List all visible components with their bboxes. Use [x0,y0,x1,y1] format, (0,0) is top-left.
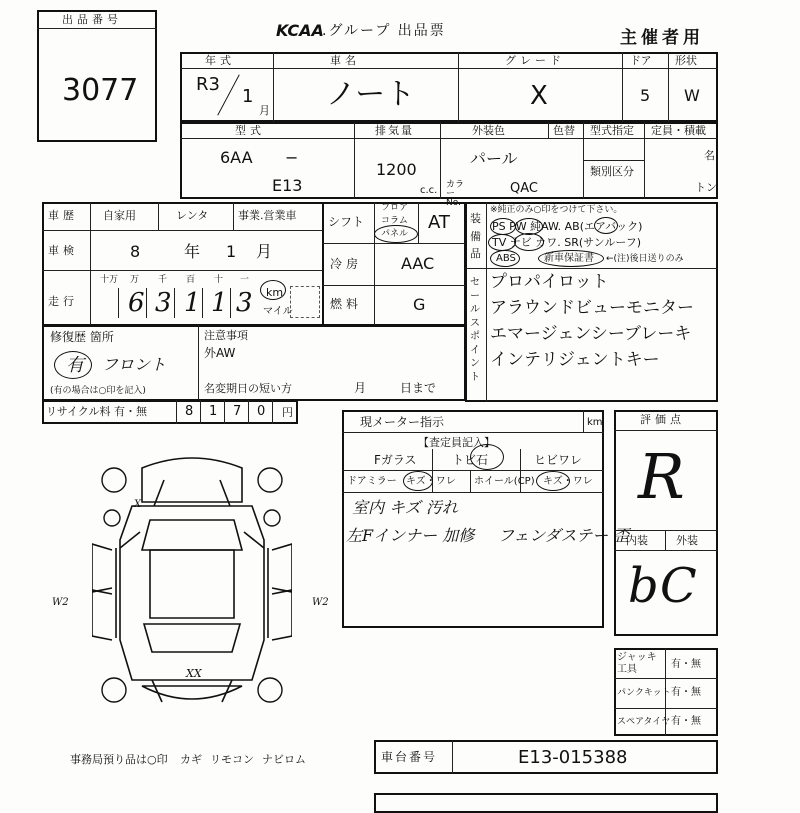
divider [665,530,666,550]
inspection-note-1: 室内 キズ 汚れ [352,498,458,517]
recycle-unit: 円 [282,406,293,419]
inspector-label: 【査定員記入】 [418,436,495,449]
wheel-icon-front-left [102,468,126,492]
chassis-label: 車台番号 [381,750,438,764]
shaken-month-unit: 月 [256,242,273,261]
usage-label: 車歴 [48,209,78,222]
grade-label: グレード [505,54,565,67]
divider [614,550,718,551]
divider [470,470,471,492]
equipment-label: 装備品 [470,212,481,261]
km-circle [260,280,286,300]
damage-mark-front: X [134,499,142,510]
divider [583,410,584,432]
warranty-circle [538,250,604,267]
chassis-number: E13-015388 [518,747,628,768]
door-mirror-label: ドアミラー [347,476,397,487]
fuel-value: G [413,295,426,314]
divider [118,288,119,318]
repair-hint: (有の場合は○印を記入) [50,386,146,396]
divider [180,68,718,69]
divider [342,470,604,471]
mileage-label: 走行 [48,295,78,308]
color-no-label: カラー No. [446,180,465,208]
mirror-icon-left [104,510,120,526]
equipment-note: ※純正のみ○印をつけて下さい。 [490,205,623,215]
mileage-unit-1: 十万 [100,275,119,285]
lot-number-label: 出品番号 [62,13,122,26]
interior-grade: b [628,558,659,614]
aircon-value: AAC [401,254,435,273]
model-code: E13 [272,176,303,195]
wheel-status: キズ・ワレ [543,476,593,487]
divider [418,202,419,243]
sales-point-4: インテリジェントキー [490,350,660,370]
name-change-month: 月 [354,381,367,395]
shift-floor: フロア [381,203,409,213]
name-change-day: 日まで [400,381,437,395]
office-note: 事務局預り品は○印 [70,753,168,766]
mileage-unit-4: 百 [186,275,196,285]
displacement-label: 排気量 [375,124,414,137]
sales-point-1: プロパイロット [490,272,609,292]
wheel-label: ホイール(CP) [474,476,535,487]
office-item-key: カギ [180,753,202,766]
equipment-line-1: PS PW 純AW. AB(エアバック) [492,220,643,233]
sales-point-3: エマージェンシーブレーキ [490,324,692,344]
meter-label: 現メーター指示 [360,415,445,429]
divider [180,138,718,139]
wheel-scratch-circle [536,471,570,491]
divider [273,52,274,122]
divider [614,708,718,709]
spare-tire-value: 有・無 [671,716,701,727]
shape: W [684,86,700,105]
repair-location: フロント [102,355,167,374]
divider [465,268,718,269]
divider [37,28,157,29]
ps-circle [490,218,516,235]
bottom-box-edge [374,793,718,813]
car-damage-diagram [92,440,292,730]
name-change-label: 名変期日の短い方 [204,382,292,395]
km-label: km [266,286,284,299]
crack-label: ヒビワレ [534,453,583,467]
divider [146,288,147,318]
car-outline [92,458,292,702]
divider [614,678,718,679]
aircon-label: 冷房 [330,257,363,271]
interior-label: 内装 [626,534,648,547]
shift-value: AT [428,212,450,233]
doors: 5 [640,86,651,105]
displacement-unit: c.c. [420,185,438,196]
shaken-year: 8 [130,242,141,261]
chip-circle [470,444,504,470]
puncture-kit-label: パンクキット [617,688,671,698]
fuel-label: 燃料 [330,297,363,311]
color-no: QAC [510,181,538,196]
usage-rental: レンタ [176,209,209,222]
divider [548,122,549,139]
divider [233,202,234,230]
damage-mark-rear: XX [186,667,202,680]
divider [248,400,249,424]
spare-tire-label: スペアタイヤ [617,717,671,727]
divider [42,270,324,271]
meter-unit: km [587,417,603,428]
divider [176,400,177,424]
exterior-grade: C [660,558,697,614]
evaluation-score: R [638,440,685,513]
capacity-ton-unit: トン [695,181,717,194]
door-label: ドア [630,54,652,67]
puncture-kit-value: 有・無 [671,687,701,698]
divider [644,122,645,199]
model-label: 型式 [235,124,265,137]
model-prefix: 6AA [220,148,253,167]
mileage-unit-3: 千 [158,275,168,285]
shift-column: コラム [381,216,408,226]
mileage-digit-2: 3 [155,288,172,318]
wheel-icon-rear-right [258,678,282,702]
divider [342,492,604,493]
mileage-digit-5: 3 [236,288,253,318]
displacement: 1200 [376,160,417,179]
wheel-icon-rear-left [102,678,126,702]
shift-panel-circle [374,225,418,243]
car-name: ノート [326,77,416,112]
divider [668,52,669,122]
recycle-digit-4: 0 [257,404,266,419]
mirror-scratch-circle [403,471,433,491]
exterior-color: パール [470,149,518,168]
year-unit: 月 [259,104,270,117]
f-glass-label: Fガラス [374,453,417,467]
inspection-note-2: 左Fインナー 加修 [346,526,475,545]
abs-circle [490,250,520,267]
lot-number: 3077 [62,73,139,108]
notes-value: 外AW [204,346,236,360]
divider [272,400,273,424]
divider [440,122,441,199]
type-spec-label: 型式指定 [590,124,634,137]
shift-label: シフト [328,215,365,229]
brand-logo: KCAA [276,21,324,40]
damage-mark-left: W2 [52,597,69,608]
divider [452,740,453,774]
shift-panel: パネル [381,229,409,239]
office-item-remote: リモコン [210,753,254,766]
equipment-abs: ABS [496,253,516,264]
organizer-label: 主催者用 [620,28,704,48]
ab-circle [594,217,618,234]
divider [158,202,159,230]
divider [374,202,375,326]
year-label: 年式 [205,54,235,67]
divider [198,325,199,401]
divider [230,288,231,318]
mile-box [290,286,320,318]
notes-label: 注意事項 [204,329,248,342]
shape-label: 形状 [675,54,697,67]
repair-circle [54,351,92,379]
chip-label: トビ石 [452,453,489,467]
shaken-month: 1 [226,242,237,261]
navi-circle [514,233,544,251]
recycle-digit-2: 1 [209,404,218,419]
evaluation-label: 評価点 [640,413,685,426]
divider [202,288,203,318]
recycle-label: リサイクル料 有・無 [46,405,147,418]
color-change-label: 色替 [553,124,575,137]
mileage-unit-2: 万 [130,275,140,285]
capacity-person-unit: 名 [704,149,715,162]
year-number: 1 [242,86,254,107]
class-label: 類別区分 [590,165,634,178]
mileage-digit-3: 1 [184,288,201,318]
form-title: .グループ 出品票 [322,23,446,39]
sales-points-label: セールスポイント [470,277,480,383]
divider [322,243,466,244]
divider [614,430,718,431]
repair-label: 修復歴 箇所 [50,330,114,344]
divider [322,285,466,286]
sales-point-2: アラウンドビューモニター [490,298,694,318]
mileage-unit-6: 一 [240,275,250,285]
equipment-footnote: ←(注)後日送りのみ [606,254,684,264]
recycle-digit-1: 8 [185,404,194,419]
divider [224,400,225,424]
divider [458,52,459,122]
divider [200,400,201,424]
recycle-digit-3: 7 [233,404,242,419]
divider [486,202,487,402]
divider [622,52,623,122]
exterior-label: 外装 [676,534,698,547]
mileage-digit-4: 1 [211,288,228,318]
shaken-year-unit: 年 [184,242,201,261]
inspection-note-3: フェンダステー 歪 [498,526,630,545]
year-era: R3 [196,74,220,95]
divider [583,160,644,161]
equipment-new-warranty: 新車保証書 [544,253,594,264]
usage-business: 事業.営業車 [238,209,297,222]
usage-private: 自家用 [103,209,136,222]
color-label: 外装色 [472,124,505,137]
damage-mark-right: W2 [312,597,329,608]
mirror-icon-right [264,510,280,526]
mile-label: マイル [263,306,293,317]
repair-value: 有 [66,355,84,376]
shaken-label: 車検 [48,244,78,257]
model-dash: − [285,148,299,167]
mileage-digit-1: 6 [128,288,145,318]
divider [90,202,91,326]
divider [354,122,355,199]
jack-value: 有・無 [671,659,701,670]
office-item-navi-rom: ナビロム [262,753,306,766]
mirror-status: キズ・ワレ [406,476,456,487]
divider [342,432,604,433]
car-name-label: 車名 [330,54,360,67]
tv-circle [488,234,516,251]
divider [614,530,718,531]
divider [42,230,324,231]
mileage-unit-5: 十 [214,275,224,285]
grade: X [530,81,548,111]
equipment-line-2: TV ナビ カワ. SR(サンルーフ) [492,236,642,249]
divider [174,288,175,318]
capacity-label: 定員・積載 [651,124,706,137]
jack-label: ジャッキ工具 [617,652,657,675]
wheel-icon-front-right [258,468,282,492]
